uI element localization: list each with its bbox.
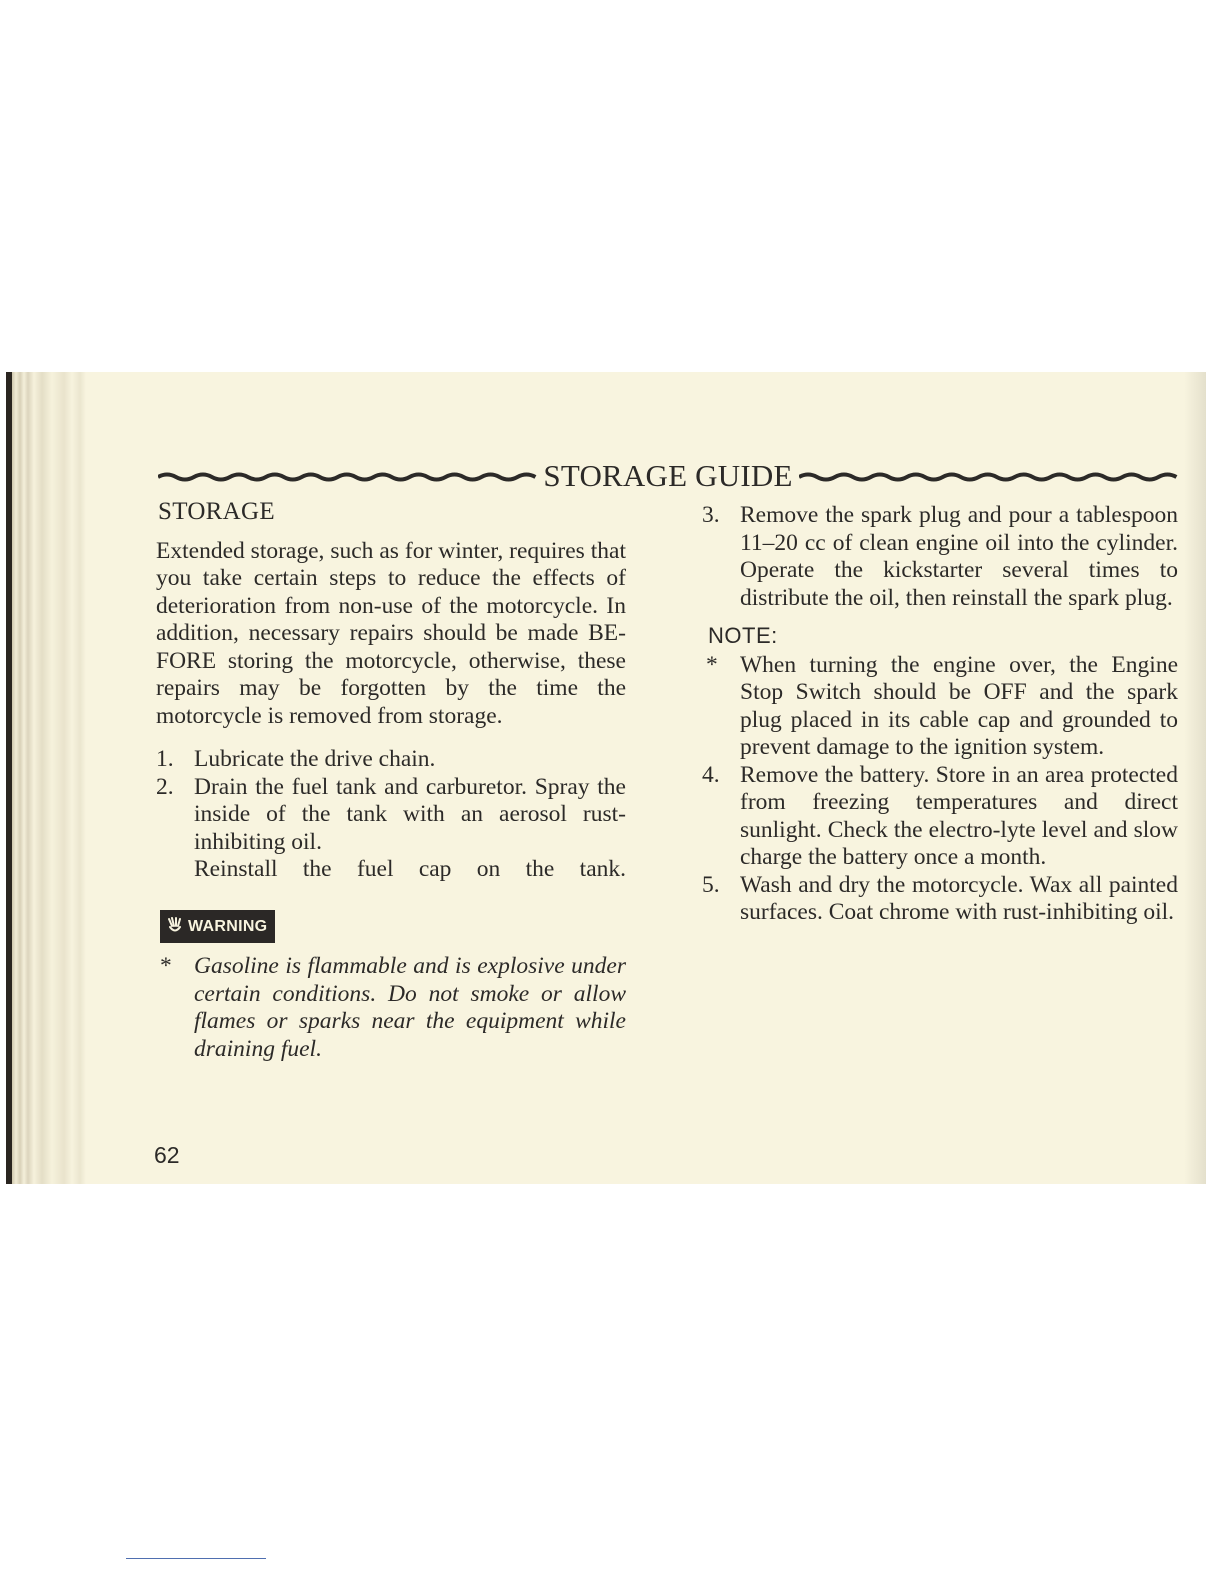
page-title: STORAGE GUIDE	[543, 458, 793, 493]
list-item	[156, 746, 626, 774]
list-text: Drain the fuel tank and carburetor. Spray the inside of the tank with an aerosol rust-inhibiting oil.	[194, 773, 626, 855]
page-shadow	[1184, 372, 1206, 1184]
list-body	[194, 774, 626, 884]
page-number: 62	[154, 1142, 180, 1168]
list-number: 5.	[702, 871, 720, 898]
list-text: Remove the battery. Store in an area protected from freezing temperatures and direct sunlight. Check the electro-lyte level and slow charge the battery once a month.	[740, 761, 1178, 870]
footnote-rule	[126, 1558, 266, 1559]
list-text: Remove the spark plug and pour a tablespoon 11–20 cc of clean engine oil into the cylinder. Operate the kickstarter several times to distribute the oil, then reinstall the spark plug.	[740, 502, 1178, 611]
section-header	[158, 456, 1178, 496]
manual-page	[6, 372, 1206, 1184]
list-item	[702, 762, 1178, 872]
list-item	[156, 774, 626, 884]
section-heading: STORAGE	[158, 498, 275, 525]
list-number: 1.	[156, 746, 174, 772]
hand-warning-icon	[166, 917, 184, 935]
list-number: 4.	[702, 761, 720, 788]
bullet-star: *	[160, 953, 172, 979]
right-column	[702, 502, 1178, 927]
book-page-edges	[6, 372, 86, 1184]
list-text-extra: Reinstall the fuel cap on the tank.	[194, 856, 626, 882]
note-heading: NOTE:	[708, 623, 778, 648]
list-number: 2.	[156, 773, 174, 800]
decorative-squiggle-right	[799, 470, 1178, 482]
bullet-star: *	[706, 651, 718, 678]
warning-badge	[160, 910, 275, 944]
intro-paragraph: Extended storage, such as for winter, requires that you take certain steps to reduce the effects of deterioration from non-use of the motorcycle. In addition, necessary repairs should be made BE-FORE storing the motorcycle, otherwise, these repairs may be forgotten by the time the motorcycle is removed from storage.	[156, 537, 626, 729]
warning-label: WARNING	[188, 917, 268, 935]
left-column	[156, 498, 626, 1063]
list-item	[702, 502, 1178, 612]
list-text: Lubricate the drive chain.	[194, 746, 436, 772]
note-item	[702, 652, 1178, 762]
note-text: When turning the engine over, the Engine Stop Switch should be OFF and the spark plug placed in its cable cap and grounded to prevent damage to the ignition system.	[740, 651, 1178, 760]
decorative-squiggle-left	[158, 470, 537, 482]
list-item	[702, 872, 1178, 927]
warning-item	[156, 953, 626, 1063]
warning-text: Gasoline is flammable and is explosive under certain conditions. Do not smoke or allow flames or sparks near the equipment while draining fuel.	[194, 953, 626, 1062]
list-text: Wash and dry the motorcycle. Wax all painted surfaces. Coat chrome with rust-inhibiting oil.	[740, 871, 1178, 925]
list-number: 3.	[702, 502, 720, 528]
